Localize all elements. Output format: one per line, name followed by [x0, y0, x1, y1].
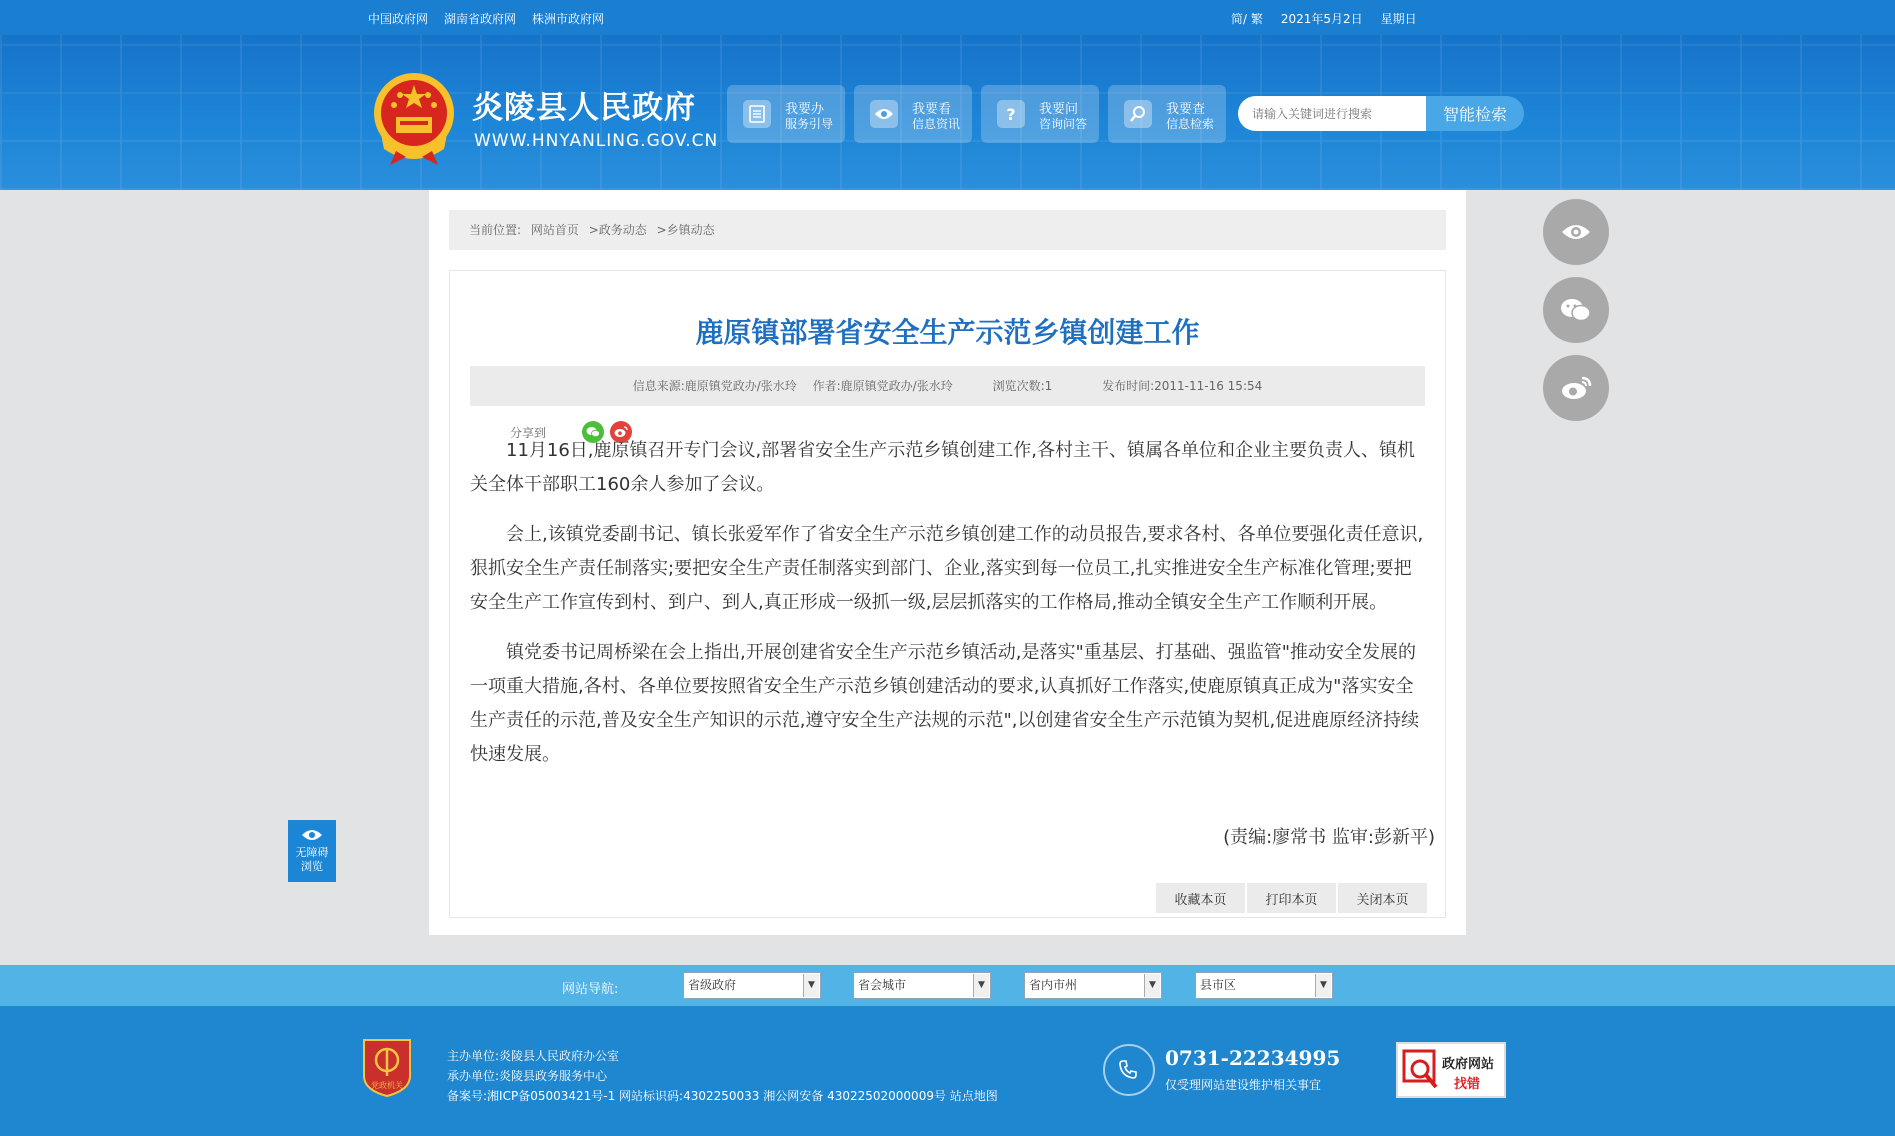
select-provincial-gov[interactable]: [683, 972, 821, 999]
select-counties[interactable]: [1195, 972, 1333, 999]
float-weibo-button[interactable]: [1543, 355, 1609, 421]
info-news-line1: 我要看: [912, 102, 952, 117]
article-editor: (责编:廖常书 监审:彭新平): [1223, 827, 1435, 848]
chevron-down-icon: ▼: [973, 974, 989, 997]
article-paragraph: 镇党委书记周桥梁在会上指出,开展创建省安全生产示范乡镇活动,是落实"重基层、打基础、强监管"推动安全发展的一项重大措施,各村、各单位要按照省安全生产示范乡镇创建活动的要求,认真抓好工作落实,使鹿原镇真正成为"落实安全生产责任的示范,普及安全生产知识的示范,遵守安全生产法规的示范",以创建省安全生产示范镇为契机,促进鹿原经济持续快速发展。: [470, 642, 1420, 765]
top-bar: [0, 0, 1895, 35]
article-views: 浏览次数:1: [992, 379, 1053, 393]
select-capital-cities[interactable]: [853, 972, 991, 999]
link-hunan-gov[interactable]: 湖南省政府网: [444, 12, 517, 26]
link-central-gov[interactable]: 中国政府网: [368, 12, 429, 26]
eye-icon: [1560, 222, 1592, 242]
wechat-icon: [1560, 297, 1592, 323]
consult-qa-line1: 我要问: [1039, 102, 1079, 117]
select-value: 省内市州: [1029, 978, 1078, 992]
search-box: [1238, 96, 1524, 131]
phone-icon: [1103, 1044, 1155, 1096]
lang-switch[interactable]: 简/ 繁: [1231, 12, 1263, 26]
site-header: [0, 35, 1895, 190]
consult-qa-line2: 咨询问答: [1039, 117, 1088, 131]
search-icon: [1124, 100, 1152, 128]
info-news-line2: 信息资讯: [912, 117, 961, 131]
article-paragraph: 11月16日,鹿原镇召开专门会议,部署省安全生产示范乡镇创建工作,各村主干、镇属各单位和企业主要负责人、镇机关全体干部职工160余人参加了会议。: [470, 440, 1415, 495]
error-box-label: 找错: [1454, 1077, 1481, 1092]
info-news-button[interactable]: [854, 85, 972, 143]
eye-icon: [870, 100, 898, 128]
accessibility-line2: 浏览: [301, 860, 323, 873]
article-title: 鹿原镇部署省安全生产示范乡镇创建工作: [695, 316, 1200, 349]
party-gov-badge-icon[interactable]: [360, 1036, 414, 1098]
article-source: 信息来源:鹿原镇党政办/张水玲: [632, 379, 797, 393]
gov-links: [368, 10, 604, 27]
document-icon: [743, 100, 771, 128]
breadcrumb-town-news[interactable]: >乡镇动态: [656, 223, 715, 237]
share-label: 分享到: [510, 425, 547, 440]
smart-search-button[interactable]: 智能检索: [1426, 96, 1524, 131]
article-paragraph: 会上,该镇党委副书记、镇长张爱军作了省安全生产示范乡镇创建工作的动员报告,要求各村、各单位要强化责任意识,狠抓安全生产责任制落实;要把安全生产责任制落实到部门、企业,落实到每一位员工,扎实推进安全生产标准化管理;要把安全生产工作宣传到村、到户、到人,真正形成一级抓一级,层层抓落实的工作格局,推动全镇安全生产工作顺利开展。: [470, 524, 1424, 613]
party-badge-text: 党政机关: [371, 1081, 403, 1090]
footer-phone-note: 仅受理网站建设维护相关事宜: [1165, 1078, 1322, 1092]
info-search-line2: 信息检索: [1166, 117, 1215, 131]
service-guide-line2: 服务引导: [785, 117, 834, 131]
info-search-button[interactable]: [1108, 85, 1226, 143]
print-page-button[interactable]: 打印本页: [1247, 883, 1336, 913]
site-nav-label: 网站导航:: [562, 982, 619, 997]
breadcrumb-gov-news[interactable]: >政务动态: [588, 223, 647, 237]
bookmark-page-button[interactable]: 收藏本页: [1156, 883, 1245, 913]
footer-info: [447, 1046, 998, 1106]
main-content: [429, 190, 1466, 935]
breadcrumb-label: 当前位置:: [469, 223, 522, 237]
footer-phone: 0731-22234995: [1165, 1046, 1341, 1070]
service-guide-button[interactable]: [727, 85, 845, 143]
search-input[interactable]: [1238, 96, 1428, 131]
info-search-line1: 我要查: [1166, 102, 1206, 117]
top-right: [1231, 10, 1417, 27]
site-footer: [0, 1006, 1895, 1136]
current-weekday: 星期日: [1380, 12, 1417, 26]
accessibility-button[interactable]: [288, 820, 336, 882]
article: [449, 270, 1446, 918]
chevron-down-icon: ▼: [1315, 974, 1331, 997]
breadcrumb: [449, 210, 1446, 250]
link-zhuzhou-gov[interactable]: 株洲市政府网: [532, 12, 605, 26]
close-page-button[interactable]: 关闭本页: [1338, 883, 1427, 913]
chevron-down-icon: ▼: [1144, 974, 1160, 997]
select-prefecture-cities[interactable]: [1024, 972, 1162, 999]
article-meta: [470, 366, 1425, 406]
error-box-title: 政府网站: [1442, 1057, 1495, 1072]
national-emblem-icon[interactable]: [366, 69, 462, 169]
consult-qa-button[interactable]: [981, 85, 1099, 143]
site-nav-bar: [0, 965, 1895, 1006]
article-actions: [1156, 883, 1427, 913]
service-guide-line1: 我要办: [785, 102, 825, 117]
select-value: 省会城市: [858, 978, 907, 992]
float-eye-button[interactable]: [1543, 199, 1609, 265]
select-value: 省级政府: [688, 978, 737, 992]
article-author: 作者:鹿原镇党政办/张水玲: [812, 379, 953, 393]
article-published: 发布时间:2011-11-16 15:54: [1102, 379, 1263, 393]
chevron-down-icon: ▼: [803, 974, 819, 997]
footer-organizer: 承办单位:炎陵县政务服务中心: [447, 1069, 608, 1083]
gov-site-error-report-button[interactable]: [1396, 1042, 1506, 1098]
weibo-icon: [1560, 375, 1592, 401]
breadcrumb-home[interactable]: 网站首页: [530, 223, 579, 237]
footer-record: 备案号:湘ICP备05003421号-1 网站标识码:4302250033 湘公网安备 43022502000009号 站点地图: [447, 1089, 998, 1103]
site-title[interactable]: 炎陵县人民政府: [472, 90, 696, 126]
eye-icon: [301, 828, 323, 842]
footer-host: 主办单位:炎陵县人民政府办公室: [447, 1049, 620, 1063]
current-date: 2021年5月2日: [1280, 12, 1363, 26]
magnifier-icon: [1402, 1049, 1442, 1093]
site-domain: WWW.HNYANLING.GOV.CN: [474, 131, 719, 151]
article-body: [470, 434, 1425, 788]
accessibility-line1: 无障碍: [295, 846, 329, 859]
select-value: 县市区: [1200, 978, 1237, 992]
float-wechat-button[interactable]: [1543, 277, 1609, 343]
question-icon: ?: [997, 100, 1025, 128]
